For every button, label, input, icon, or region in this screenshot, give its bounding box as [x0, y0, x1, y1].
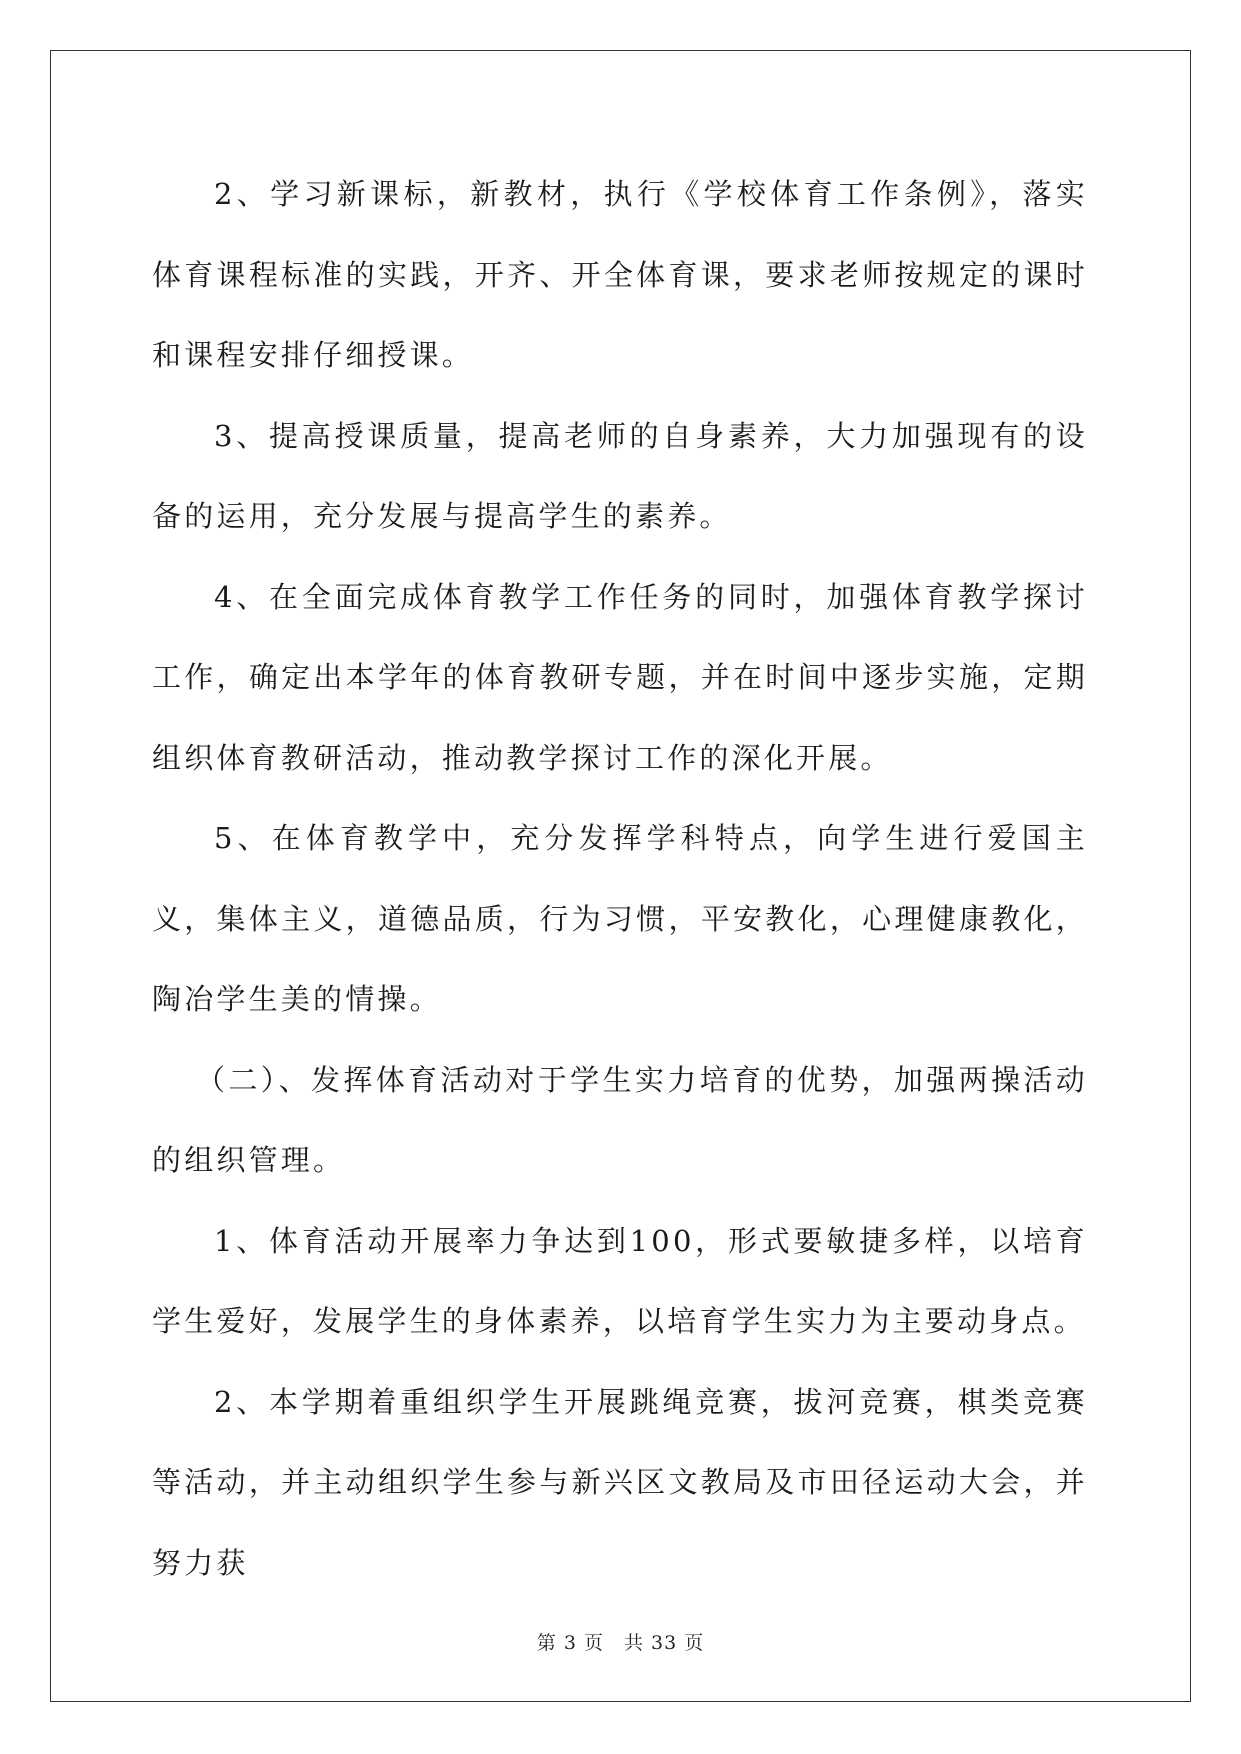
paragraph-item-4-research: 4、在全面完成体育教学工作任务的同时，加强体育教学探讨工作，确定出本学年的体育教研专题，并在时间中逐步实施，定期组织体育教研活动，推动教学探讨工作的深化开展。 [152, 579, 1088, 775]
paragraph-item-3-quality: 3、提高授课质量，提高老师的自身素养，大力加强现有的设备的运用，充分发展与提高学生的素养。 [152, 418, 1088, 533]
paragraph-item-5-moral-education: 5、在体育教学中，充分发挥学科特点，向学生进行爱国主义，集体主义，道德品质，行为习惯，平安教化，心理健康教化，陶冶学生美的情操。 [152, 821, 1088, 1016]
section-heading-two: （二）、发挥体育活动对于学生实力培育的优势，加强两操活动的组织管理。 [152, 1062, 1088, 1177]
paragraph-item-2-curriculum: 2、学习新课标，新教材，执行《学校体育工作条例》，落实体育课程标准的实践，开齐、开全体育课，要求老师按规定的课时和课程安排仔细授课。 [152, 177, 1088, 372]
paragraph-item-2-competitions: 2、本学期着重组织学生开展跳绳竞赛，拔河竞赛，棋类竞赛等活动，并主动组织学生参与新兴区文教局及市田径运动大会，并努力获 [152, 1384, 1088, 1580]
document-body [152, 154, 1088, 1603]
paragraph-item-1-activities: 1、体育活动开展率力争达到100，形式要敏捷多样，以培育学生爱好，发展学生的身体素养，以培育学生实力为主要动身点。 [152, 1223, 1088, 1338]
page-number-footer: 第 3 页 共 33 页 [536, 1632, 705, 1654]
